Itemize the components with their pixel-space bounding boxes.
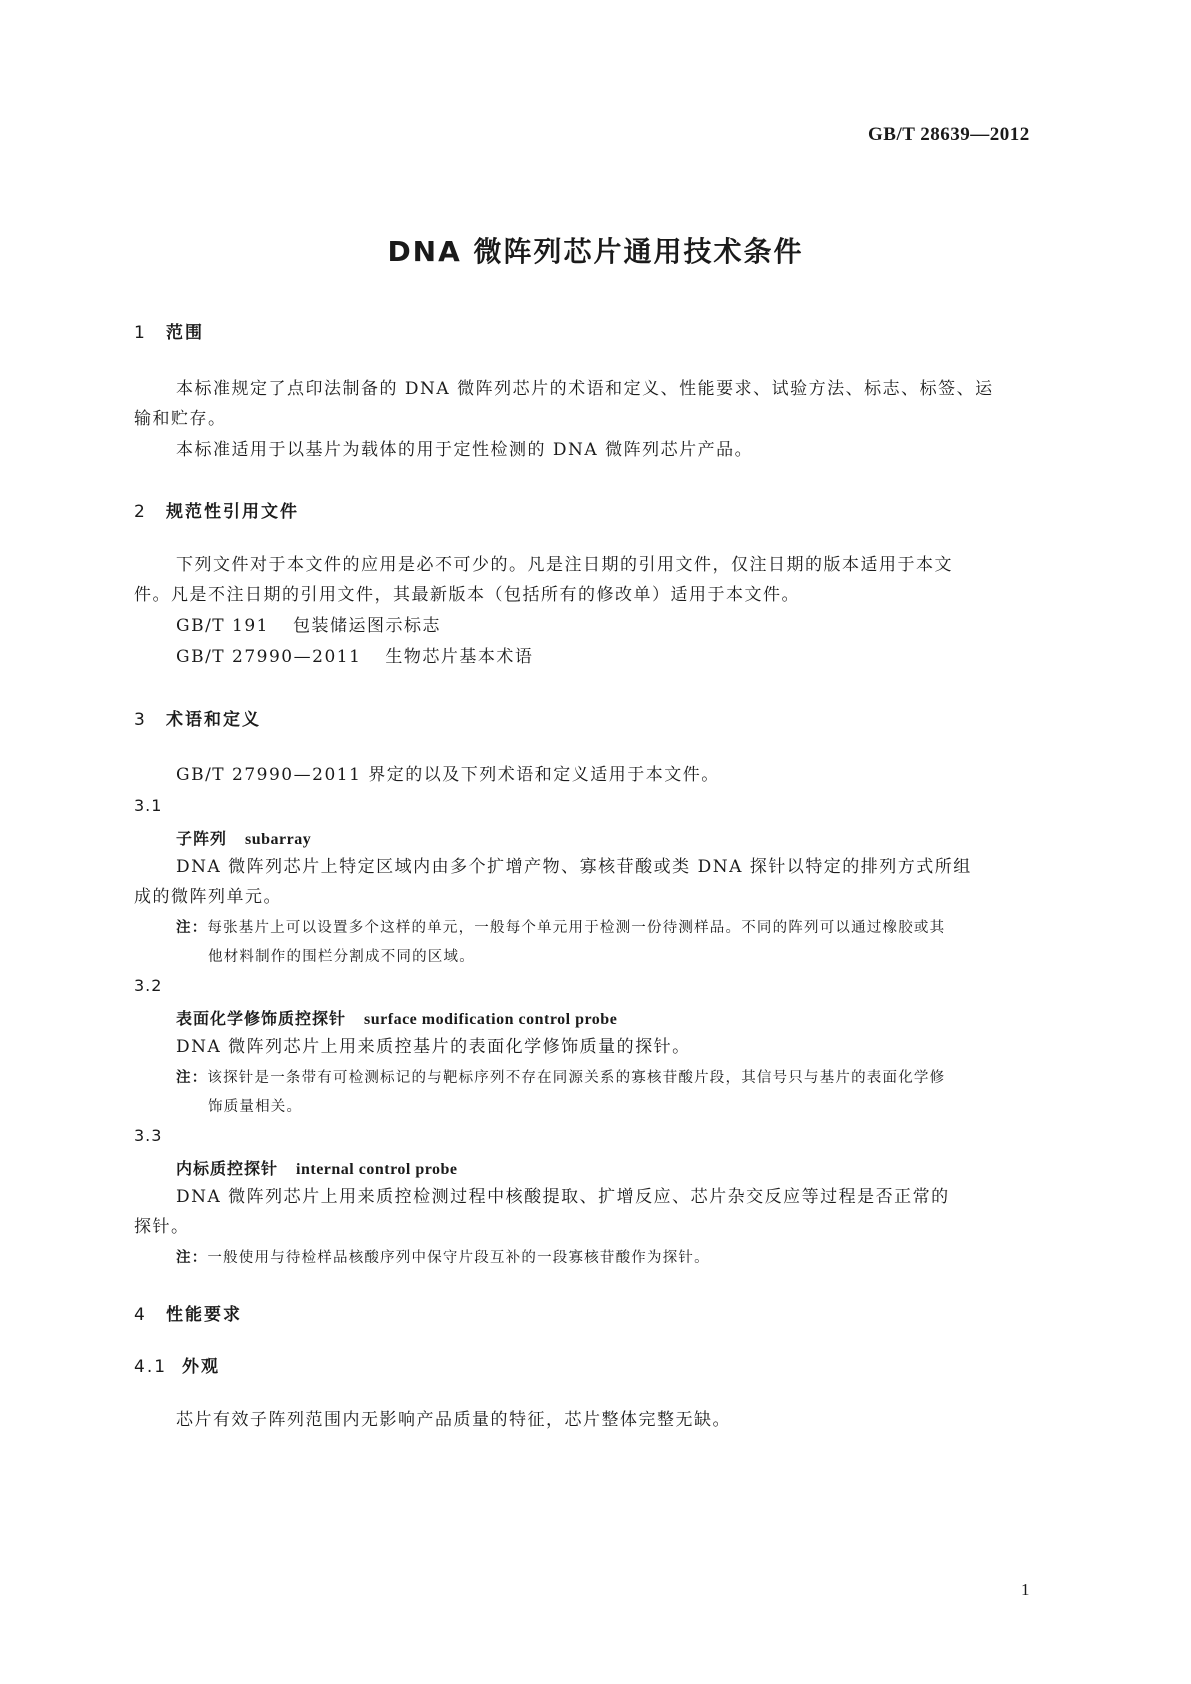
term-note (176, 1064, 945, 1093)
note-label: 注： (176, 920, 208, 936)
term-definition-line-1: DNA 微阵列芯片上用来质控检测过程中核酸提取、扩增反应、芯片杂交反应等过程是否正常的 (176, 1187, 950, 1207)
subsection-number: 4.1 (134, 1357, 168, 1377)
reference-code: GB/T 27990—2011 (176, 647, 362, 667)
note-text-line-1: 该探针是一条带有可检测标记的与靶标序列不存在同源关系的寡核苷酸片段，其信号只与基片的表面化学修 (207, 1070, 946, 1086)
term-definition-line-1: DNA 微阵列芯片上用来质控基片的表面化学修饰质量的探针。 (176, 1037, 691, 1057)
s4-1-paragraph: 芯片有效子阵列范围内无影响产品质量的特征，芯片整体完整无缺。 (176, 1410, 731, 1430)
term-number: 3.1 (134, 796, 163, 815)
section-title: 范围 (166, 323, 204, 343)
s3-intro: GB/T 27990—2011 界定的以及下列术语和定义适用于本文件。 (176, 765, 720, 785)
section-number: 2 (134, 502, 147, 522)
term-heading (176, 1006, 617, 1029)
s1-paragraph-1-line-2: 输和贮存。 (134, 409, 227, 429)
term-zh: 内标质控探针 (176, 1159, 279, 1178)
note-text-line-1: 每张基片上可以设置多个这样的单元，一般每个单元用于检测一份待测样品。不同的阵列可以通过橡胶或其 (207, 920, 946, 936)
section-title: 术语和定义 (166, 710, 261, 730)
note-label: 注： (176, 1250, 208, 1266)
term-zh: 表面化学修饰质控探针 (176, 1009, 347, 1028)
term-en: internal control probe (296, 1161, 458, 1178)
s2-paragraph-1-line-2: 件。凡是不注日期的引用文件，其最新版本（包括所有的修改单）适用于本文件。 (134, 585, 800, 605)
reference-title: 生物芯片基本术语 (385, 647, 534, 667)
term-definition-line-1: DNA 微阵列芯片上特定区域内由多个扩增产物、寡核苷酸或类 DNA 探针以特定的排列方式所组 (176, 857, 972, 877)
section-1-heading (134, 318, 204, 343)
subsection-4-1-heading (134, 1352, 220, 1377)
note-text-line-2: 他材料制作的围栏分割成不同的区域。 (208, 949, 475, 965)
section-2-heading (134, 497, 299, 522)
term-definition-line-2: 成的微阵列单元。 (134, 887, 282, 907)
section-4-heading (134, 1300, 242, 1325)
reference-title: 包装储运图示标志 (293, 616, 441, 636)
section-3-heading (134, 705, 261, 730)
term-zh: 子阵列 (176, 829, 228, 848)
normative-reference (176, 609, 441, 643)
note-text-line-2: 饰质量相关。 (208, 1099, 303, 1115)
document-title: DNA 微阵列芯片通用技术条件 (387, 235, 804, 268)
term-heading (176, 1156, 458, 1179)
section-title: 性能要求 (166, 1305, 242, 1325)
term-en: surface modification control probe (364, 1011, 618, 1028)
term-number: 3.2 (134, 976, 163, 995)
section-number: 1 (134, 323, 147, 343)
standard-code: GB/T 28639—2012 (868, 124, 1030, 145)
term-note (176, 914, 945, 943)
term-heading (176, 826, 311, 849)
section-number: 4 (134, 1305, 147, 1325)
normative-reference (176, 640, 533, 674)
term-definition-line-2: 探针。 (134, 1217, 190, 1237)
page-number: 1 (1021, 1580, 1030, 1599)
s2-paragraph-1-line-1: 下列文件对于本文件的应用是必不可少的。凡是注日期的引用文件，仅注日期的版本适用于本文 (176, 555, 953, 575)
section-number: 3 (134, 710, 147, 730)
term-note (176, 1244, 710, 1273)
s1-paragraph-1-line-1: 本标准规定了点印法制备的 DNA 微阵列芯片的术语和定义、性能要求、试验方法、标志、标签、运 (176, 379, 994, 399)
reference-code: GB/T 191 (176, 616, 269, 636)
note-label: 注： (176, 1070, 208, 1086)
term-en: subarray (245, 831, 312, 848)
note-text-line-1: 一般使用与待检样品核酸序列中保守片段互补的一段寡核苷酸作为探针。 (207, 1250, 710, 1266)
s1-paragraph-2: 本标准适用于以基片为载体的用于定性检测的 DNA 微阵列芯片产品。 (176, 440, 754, 460)
subsection-title: 外观 (182, 1357, 220, 1377)
section-title: 规范性引用文件 (166, 502, 299, 522)
term-number: 3.3 (134, 1126, 163, 1145)
